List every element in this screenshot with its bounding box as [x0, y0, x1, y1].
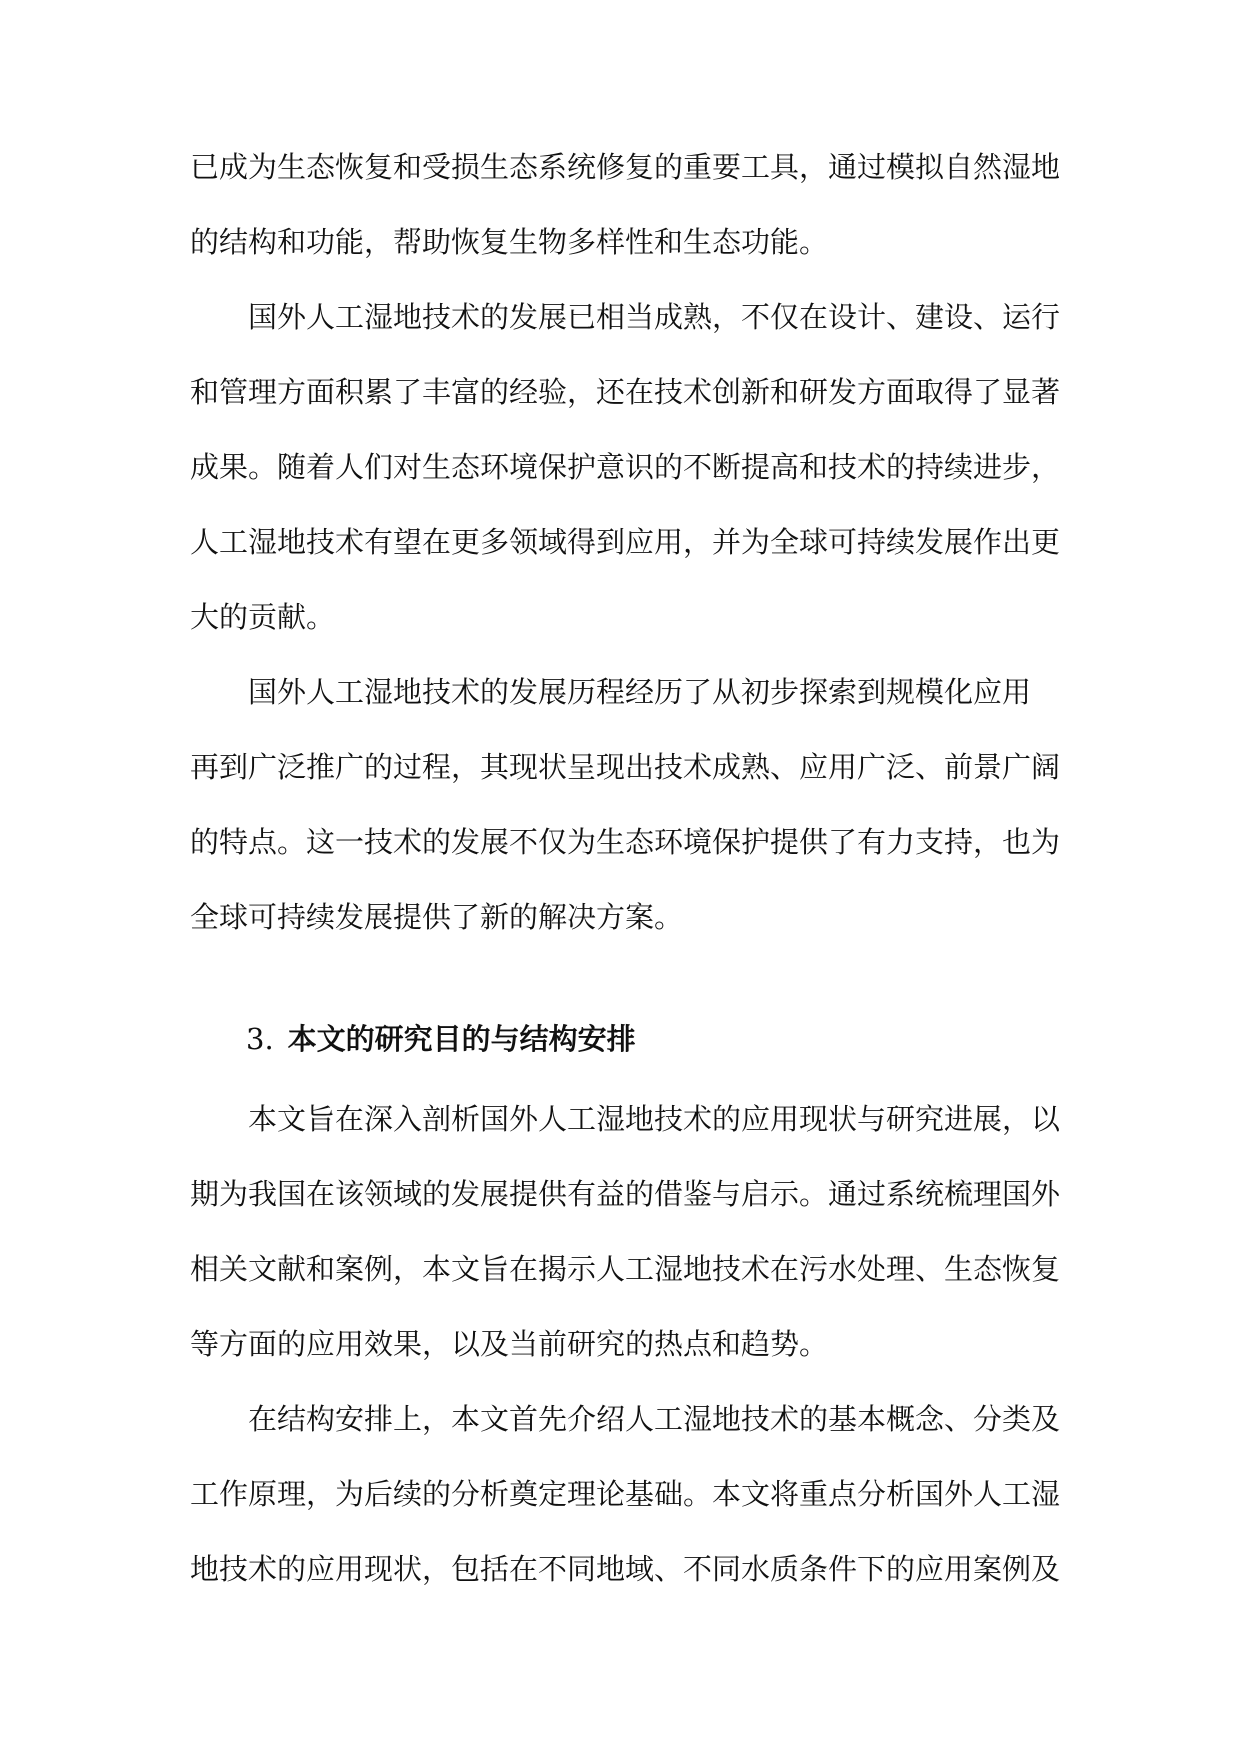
paragraph-2-line-3: 成果。随着人们对生态环境保护意识的不断提高和技术的持续进步，: [190, 450, 1061, 484]
paragraph-5-line-1: 在结构安排上，本文首先介绍人工湿地技术的基本概念、分类及: [248, 1402, 1061, 1436]
paragraph-1-line-2: 的结构和功能，帮助恢复生物多样性和生态功能。: [190, 225, 829, 259]
paragraph-4-line-4: 等方面的应用效果，以及当前研究的热点和趋势。: [190, 1327, 829, 1361]
paragraph-2-line-1: 国外人工湿地技术的发展已相当成熟，不仅在设计、建设、运行: [248, 300, 1061, 334]
paragraph-2-line-4: 人工湿地技术有望在更多领域得到应用，并为全球可持续发展作出更: [190, 525, 1061, 559]
section-number: 3.: [246, 1022, 274, 1056]
paragraph-1-line-1: 已成为生态恢复和受损生态系统修复的重要工具，通过模拟自然湿地: [190, 150, 1061, 184]
paragraph-4-line-1: 本文旨在深入剖析国外人工湿地技术的应用现状与研究进展，以: [248, 1102, 1061, 1136]
paragraph-4-line-2: 期为我国在该领域的发展提供有益的借鉴与启示。通过系统梳理国外: [190, 1177, 1061, 1211]
paragraph-2-line-2: 和管理方面积累了丰富的经验，还在技术创新和研发方面取得了显著: [190, 375, 1061, 409]
paragraph-3-line-2: 再到广泛推广的过程，其现状呈现出技术成熟、应用广泛、前景广阔: [190, 750, 1061, 784]
paragraph-3-line-4: 全球可持续发展提供了新的解决方案。: [190, 900, 684, 934]
paragraph-3-line-1: 国外人工湿地技术的发展历程经历了从初步探索到规模化应用: [248, 675, 1032, 709]
section-title: 本文的研究目的与结构安排: [287, 1022, 636, 1056]
paragraph-4-line-3: 相关文献和案例，本文旨在揭示人工湿地技术在污水处理、生态恢复: [190, 1252, 1061, 1286]
paragraph-3-line-3: 的特点。这一技术的发展不仅为生态环境保护提供了有力支持，也为: [190, 825, 1061, 859]
paragraph-5-line-3: 地技术的应用现状，包括在不同地域、不同水质条件下的应用案例及: [190, 1552, 1061, 1586]
paragraph-5-line-2: 工作原理，为后续的分析奠定理论基础。本文将重点分析国外人工湿: [190, 1477, 1061, 1511]
section-heading: [246, 1019, 636, 1059]
paragraph-2-line-5: 大的贡献。: [190, 600, 336, 634]
